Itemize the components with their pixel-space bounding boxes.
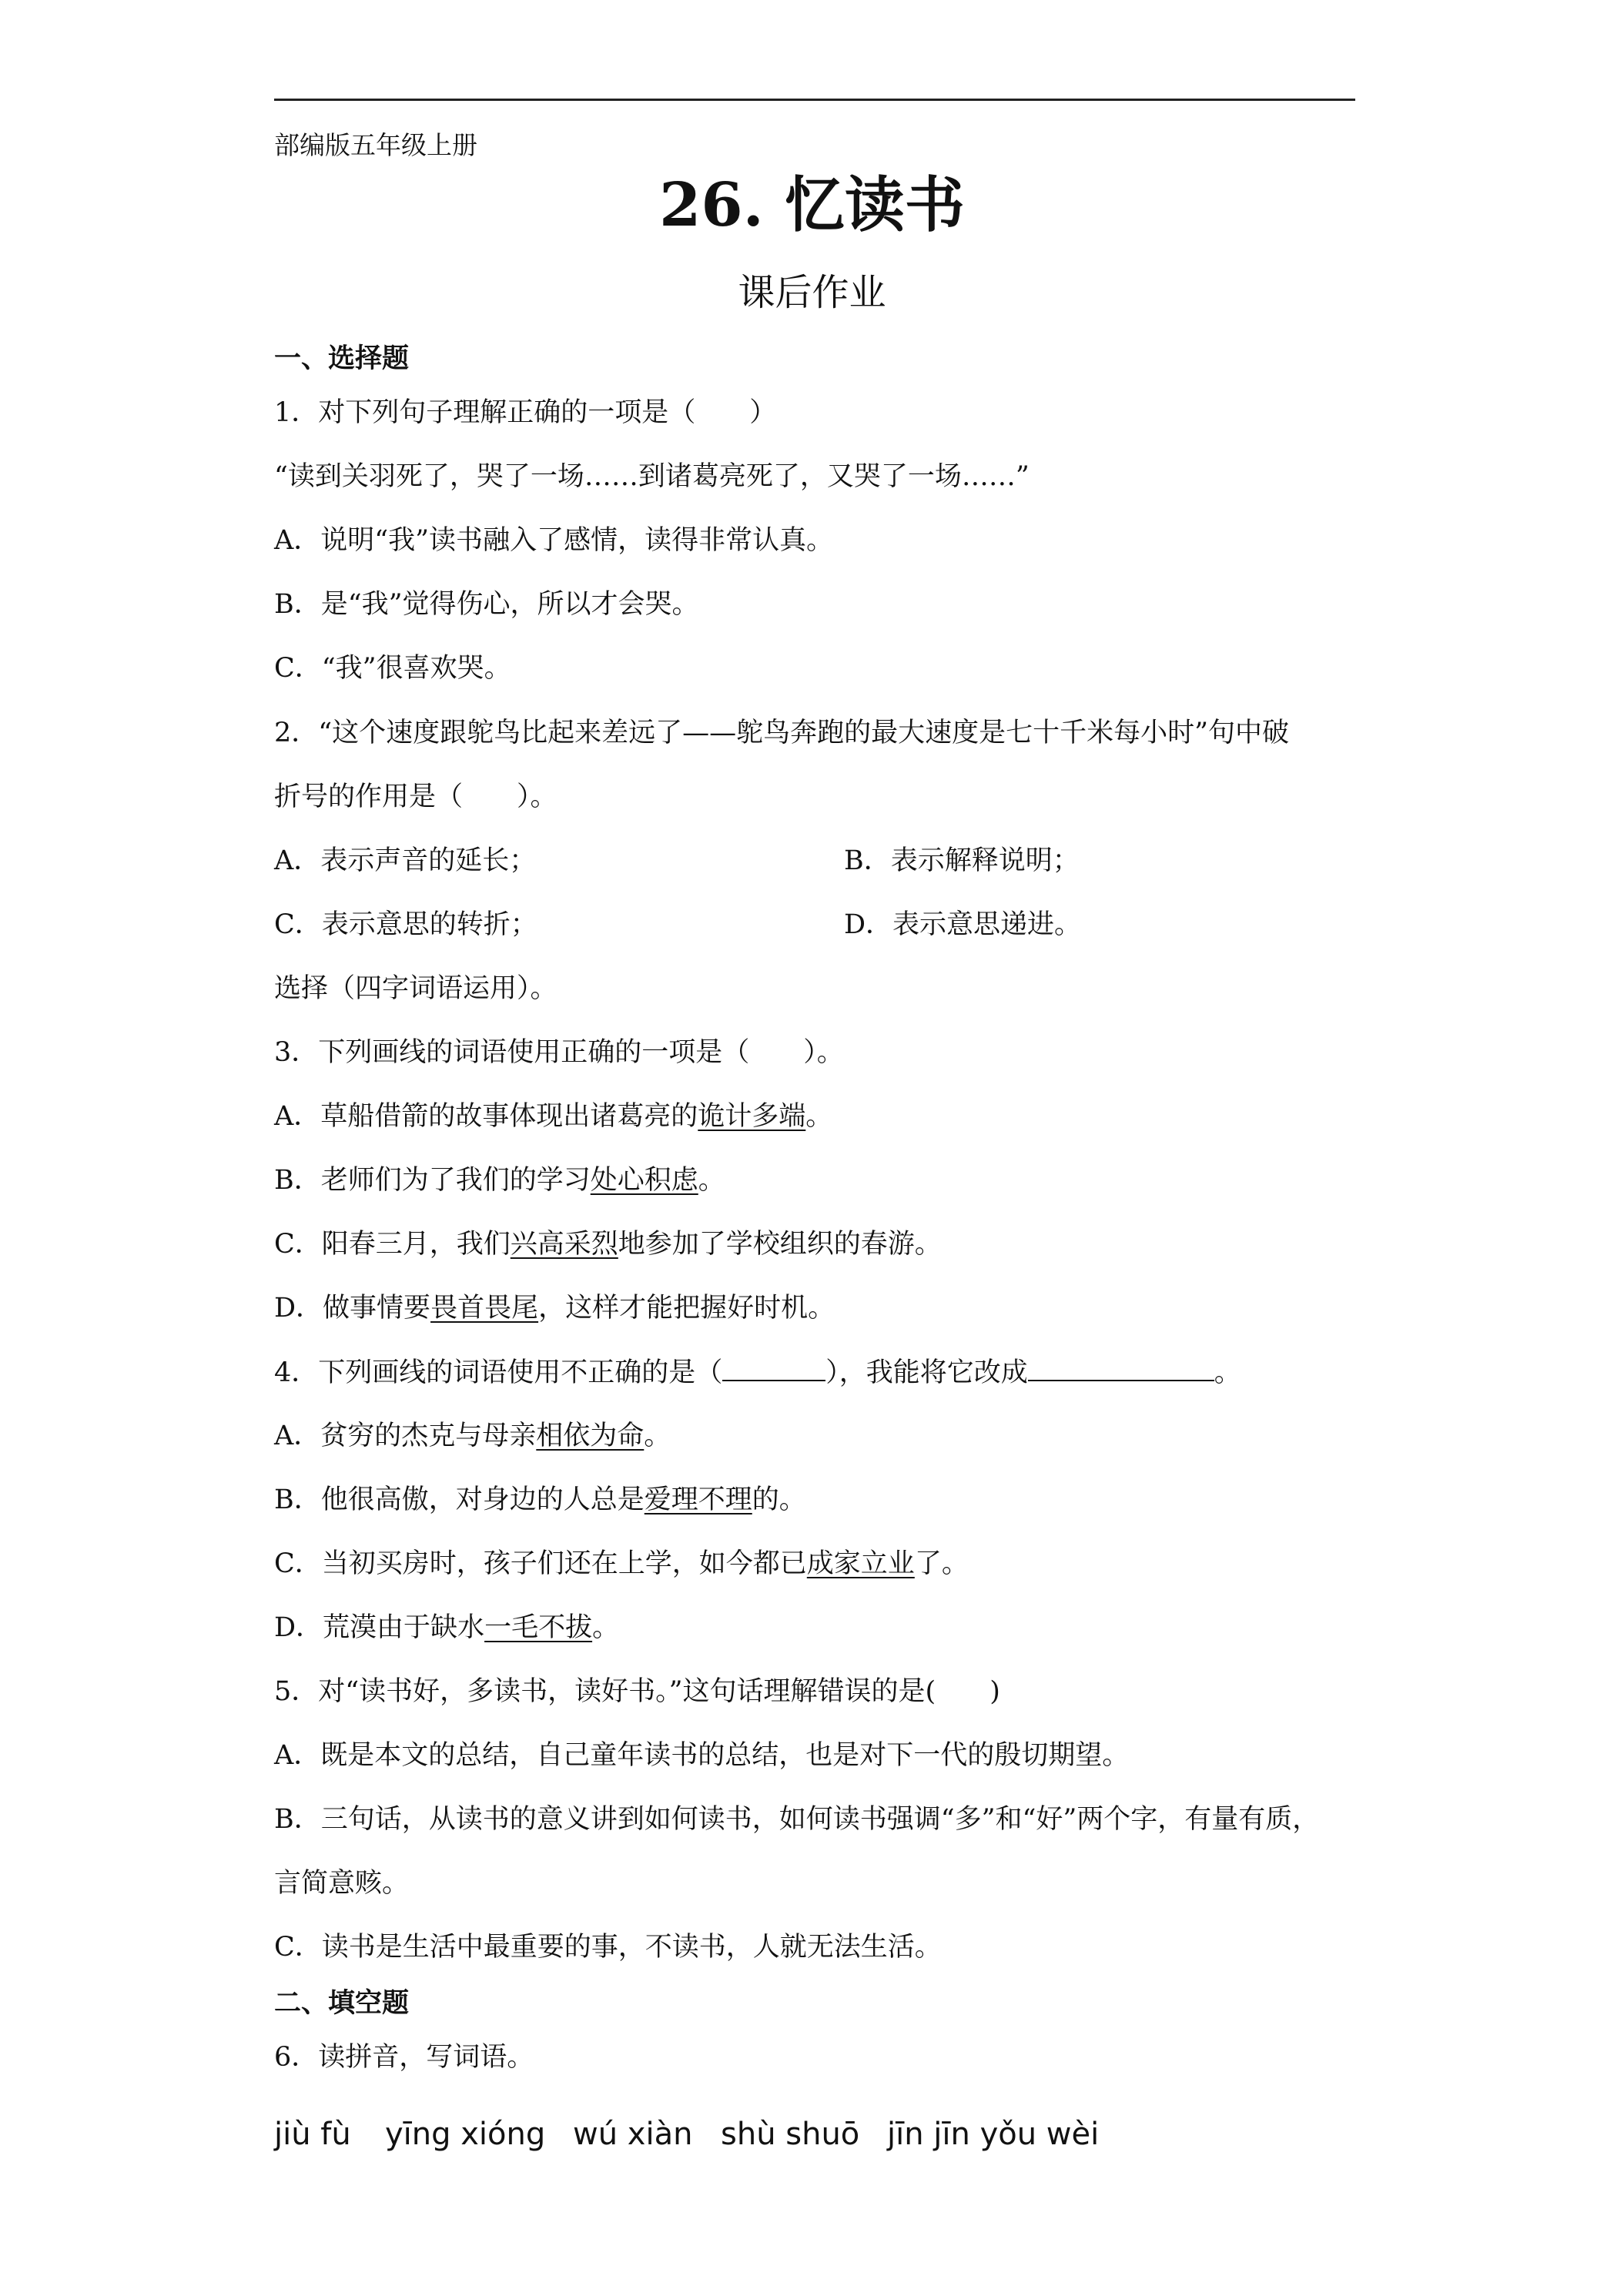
q3-c-text: C．阳春三月，我们 <box>274 1229 511 1260</box>
q1-option-c: C．“我”很喜欢哭。 <box>274 653 511 684</box>
q4-stem <box>274 1355 1241 1390</box>
page-title: 26. 忆读书 <box>659 170 965 240</box>
q4-c-text: C．当初买房时，孩子们还在上学，如今都已 <box>274 1548 807 1579</box>
q4-a-text-end: 。 <box>644 1421 671 1451</box>
q3-d-text-end: ，这样才能把握好时机。 <box>538 1293 835 1324</box>
q3-option-d <box>274 1291 835 1325</box>
q4-option-a <box>274 1419 671 1453</box>
q4-option-b <box>274 1483 806 1517</box>
q4-b-text-end: 的。 <box>752 1484 806 1515</box>
q4-d-text-end: 。 <box>592 1612 620 1643</box>
q4-correction-blank[interactable] <box>1028 1355 1214 1381</box>
page-subtitle: 课后作业 <box>738 271 886 314</box>
q4-c-underlined-word: 成家立业 <box>806 1548 915 1579</box>
q4-answer-blank[interactable] <box>722 1355 825 1381</box>
q2-option-b: B．表示解释说明； <box>844 845 1080 876</box>
q4-b-underlined-word: 爱理不理 <box>644 1484 752 1515</box>
grade-label: 部编版五年级上册 <box>274 130 477 160</box>
q5-stem: 5．对“读书好，多读书，读好书。”这句话理解错误的是( ) <box>274 1676 1000 1707</box>
pinyin-item: jīn jīn yǒu wèi <box>887 2117 1100 2152</box>
header-rule <box>274 99 1355 101</box>
q1-option-a: A．说明“我”读书融入了感情，读得非常认真。 <box>274 525 834 556</box>
q1-option-b: B．是“我”觉得伤心，所以才会哭。 <box>274 589 699 620</box>
q4-option-d <box>274 1611 619 1645</box>
q4-b-text: B．他很高傲，对身边的人总是 <box>274 1484 645 1515</box>
q2-stem-line2: 折号的作用是（ ）。 <box>274 782 558 812</box>
q3-b-text-end: 。 <box>698 1165 725 1196</box>
q5-option-b-line1: B．三句话，从读书的意义讲到如何读书，如何读书强调“多”和“好”两个字，有量有质， <box>274 1804 1320 1835</box>
q4-a-text: A．贫穷的杰克与母亲 <box>274 1421 537 1451</box>
q3-a-text-end: 。 <box>805 1101 833 1132</box>
q5-option-b-line2: 言简意赅。 <box>274 1868 410 1899</box>
section-heading-fill: 二、填空题 <box>274 1987 410 2019</box>
q2-option-d: D．表示意思递进。 <box>844 909 1082 940</box>
q4-stem-text: 4．下列画线的词语使用不正确的是（ <box>274 1357 723 1388</box>
q3-b-underlined-word: 处心积虑 <box>590 1165 698 1196</box>
q5-option-c: C．读书是生活中最重要的事，不读书，人就无法生活。 <box>274 1932 942 1963</box>
pinyin-item: shù shuō <box>721 2117 860 2152</box>
q4-stem-end: 。 <box>1214 1357 1241 1388</box>
pinyin-item: jiù fù <box>274 2117 351 2152</box>
q4-d-underlined-word: 一毛不拔 <box>484 1612 593 1643</box>
q2-option-c: C．表示意思的转折； <box>274 909 537 940</box>
q3-c-underlined-word: 兴高采烈 <box>510 1229 618 1260</box>
q2-option-a: A．表示声音的延长； <box>274 845 537 876</box>
q4-option-c <box>274 1547 969 1581</box>
q4-c-text-end: 了。 <box>914 1548 969 1579</box>
pinyin-item: yīng xióng <box>385 2117 546 2152</box>
q6-stem: 6．读拼音，写词语。 <box>274 2042 534 2073</box>
group-note: 选择（四字词语运用）。 <box>274 973 558 1004</box>
q1-quote: “读到关羽死了，哭了一场……到诸葛亮死了，又哭了一场……” <box>274 461 1030 492</box>
q3-d-underlined-word: 畏首畏尾 <box>430 1293 539 1324</box>
section-heading-choice: 一、选择题 <box>274 343 410 374</box>
q3-stem: 3．下列画线的词语使用正确的一项是（ ）。 <box>274 1037 844 1068</box>
q4-d-text: D．荒漠由于缺水 <box>274 1612 485 1643</box>
q5-option-a: A．既是本文的总结，自己童年读书的总结，也是对下一代的殷切期望。 <box>274 1740 1130 1771</box>
q3-a-text: A．草船借箭的故事体现出诸葛亮的 <box>274 1101 698 1132</box>
q3-b-text: B．老师们为了我们的学习 <box>274 1165 591 1196</box>
q1-stem: 1．对下列句子理解正确的一项是（ ） <box>274 397 777 428</box>
q2-stem-line1: 2．“这个速度跟鸵鸟比起来差远了——鸵鸟奔跑的最大速度是七十千米每小时”句中破 <box>274 718 1290 748</box>
q3-c-text-end: 地参加了学校组织的春游。 <box>618 1229 942 1260</box>
pinyin-item: wú xiàn <box>573 2117 693 2152</box>
q3-option-a <box>274 1099 832 1133</box>
q3-option-b <box>274 1163 725 1197</box>
q3-d-text: D．做事情要 <box>274 1293 431 1324</box>
q3-a-underlined-word: 诡计多端 <box>698 1101 806 1132</box>
q4-a-underlined-word: 相依为命 <box>536 1421 645 1451</box>
q4-stem-mid: ），我能将它改成 <box>825 1357 1028 1388</box>
q3-option-c <box>274 1227 942 1261</box>
